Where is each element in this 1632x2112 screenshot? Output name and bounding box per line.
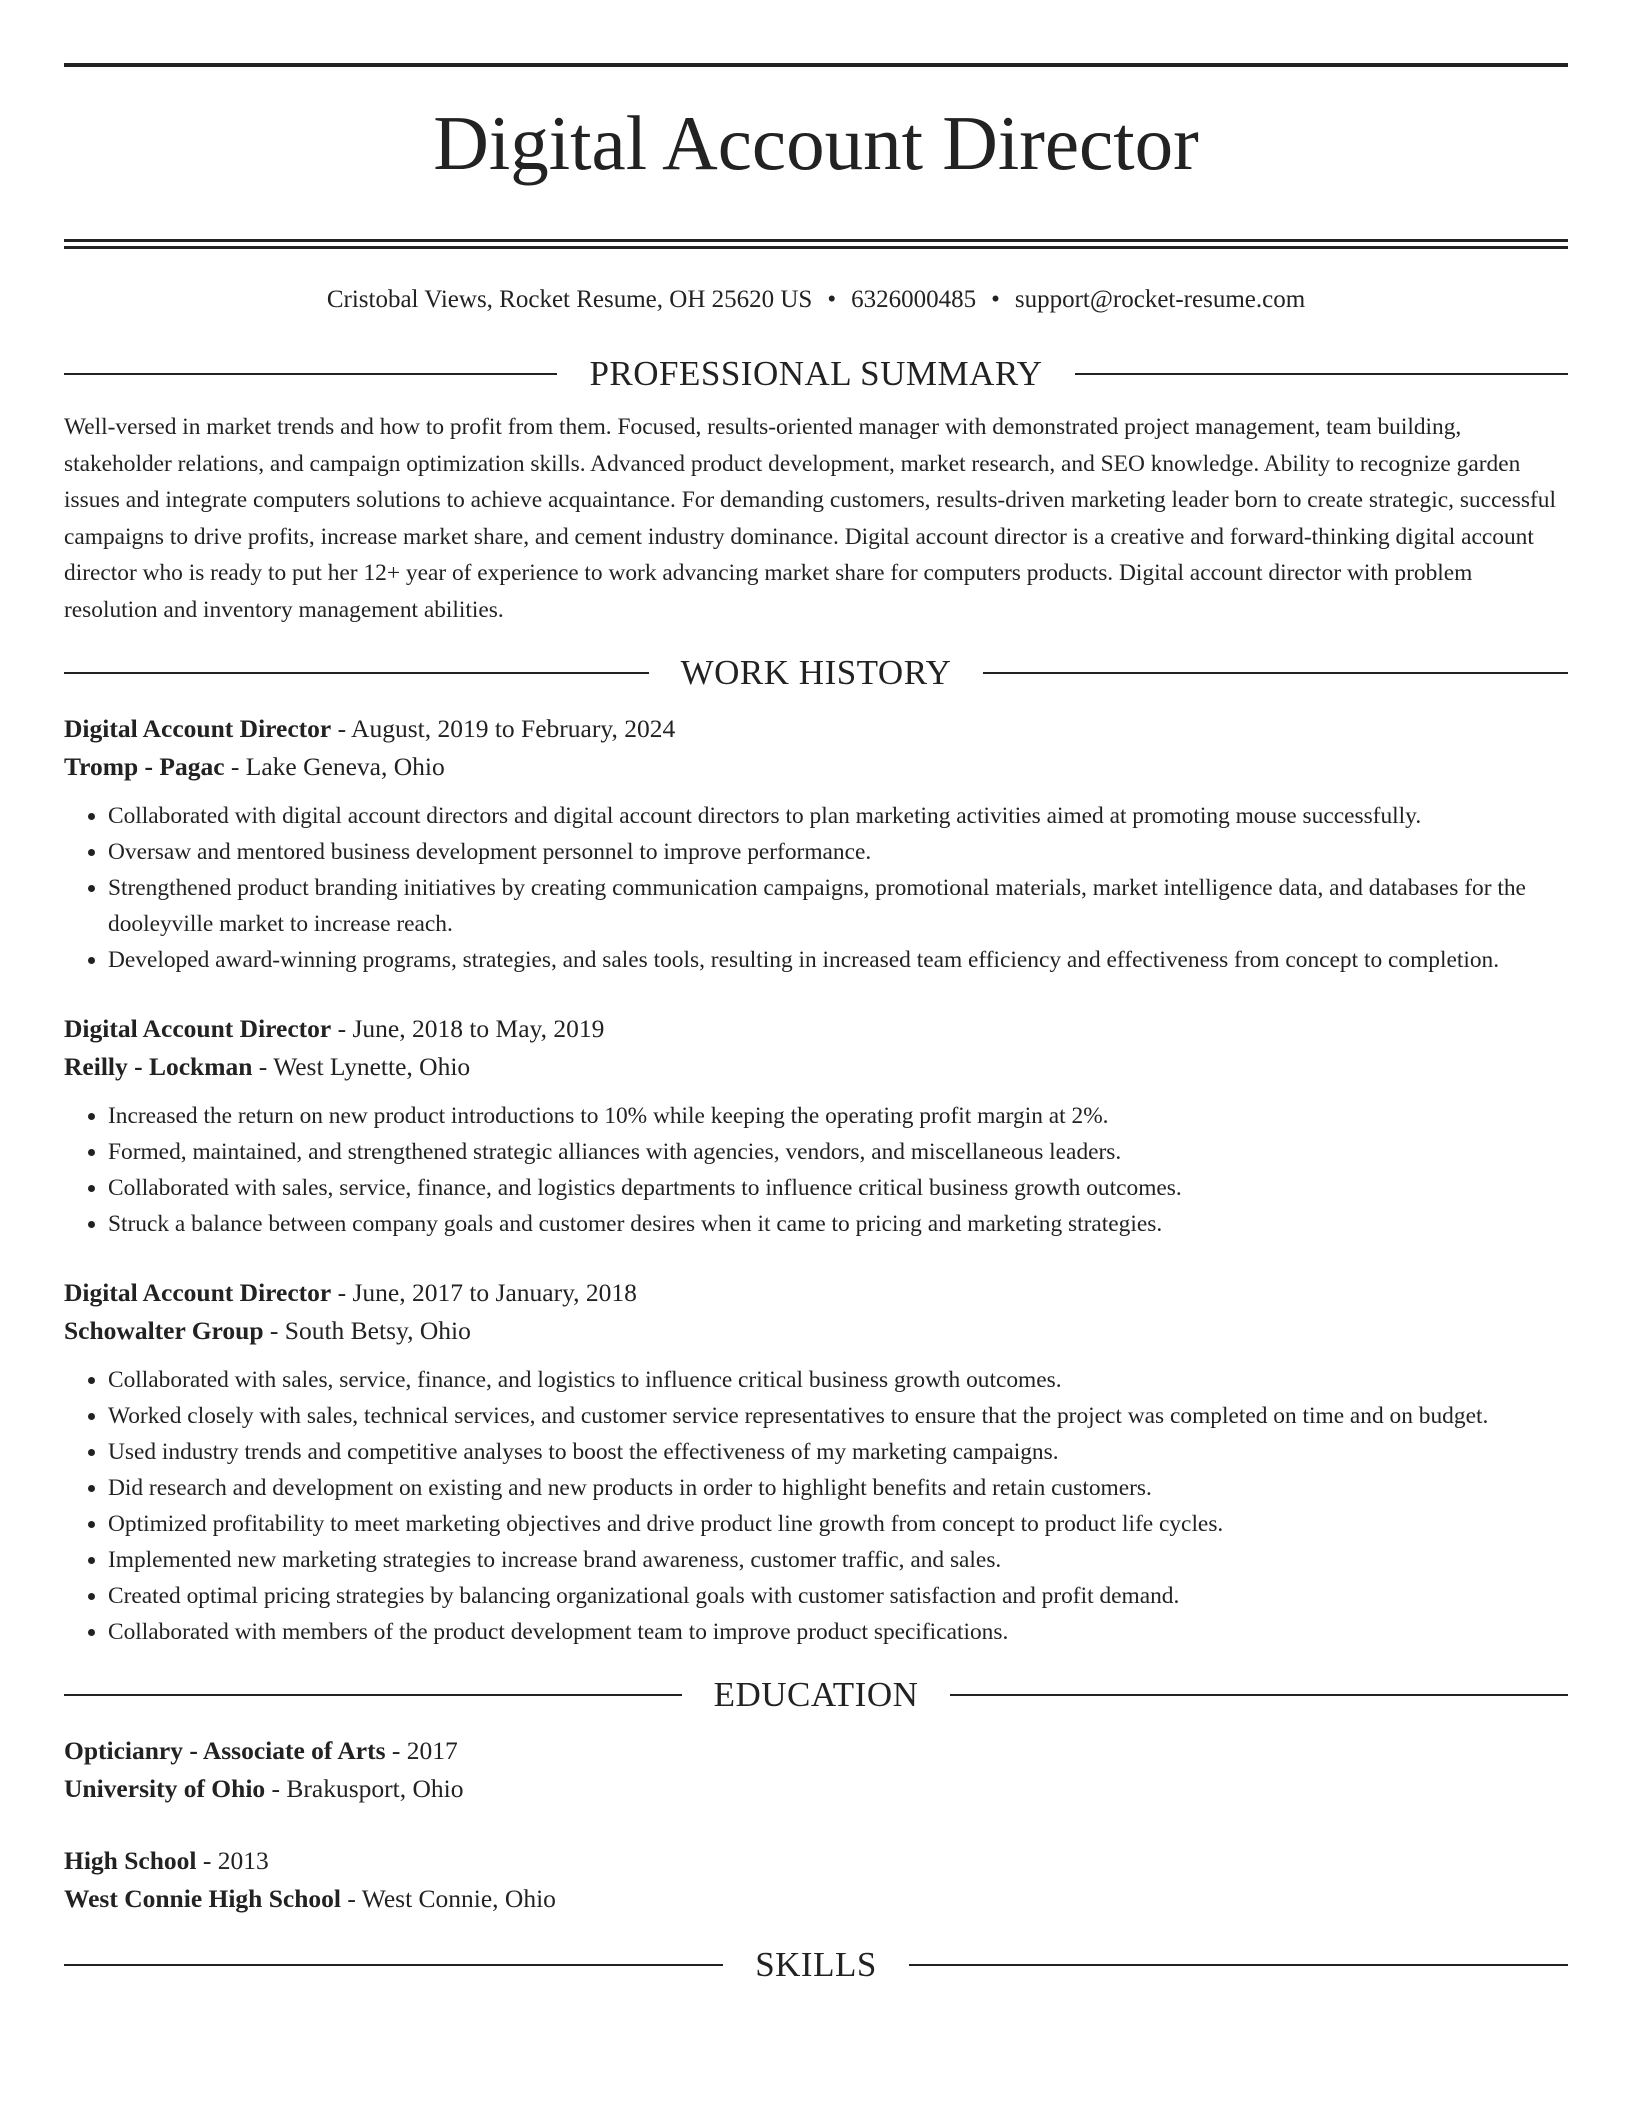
job-title: Digital Account Director [64,714,332,743]
education-year: - 2013 [196,1846,269,1875]
section-heading-education [64,1674,1568,1716]
education-location: - West Connie, Ohio [341,1884,556,1913]
job-dates: - August, 2019 to February, 2024 [331,714,676,743]
job-company: Schowalter Group [64,1316,264,1345]
section-heading-summary [64,353,1568,395]
heading-rule-left [64,1964,723,1966]
contact-line [64,285,1568,315]
heading-rule-right [1075,373,1568,375]
contact-address: Cristobal Views, Rocket Resume, OH 25620 US [326,286,813,313]
job-dates: - June, 2018 to May, 2019 [331,1014,605,1043]
job-bullet: • Used industry trends and competitive analyses to boost the effectiveness of my marketing campaigns. [108,1434,1568,1470]
education-year: - 2017 [385,1736,458,1765]
education-list [64,1732,1568,1918]
job-bullet: • Formed, maintained, and strengthened strategic alliances with agencies, vendors, and miscellaneous leaders. [108,1134,1568,1170]
job-bullet: • Worked closely with sales, technical services, and customer service representatives to ensure that the project was completed on time and on budget. [108,1398,1568,1434]
summary-text: Well-versed in market trends and how to profit from them. Focused, results-oriented manager with demonstrated project management, team building, stakeholder relations, and campaign optimization skills. Advanced product development, market research, and SEO knowledge. Ability to recognize garden issues and integrate computers solutions to achieve acquaintance. For demanding customers, results-driven marketing leader born to create strategic, successful campaigns to drive profits, increase market share, and cement industry dominance. Digital account director is a creative and forward-thinking digital account director who is ready to put her 12+ year of experience to work advancing market share for computers products. Digital account director with problem resolution and inventory management abilities. [64,414,1556,623]
contact-separator: • [827,286,837,313]
job-bullet: • Oversaw and mentored business development personnel to improve performance. [108,834,1568,870]
job-bullet: • Optimized profitability to meet marketing objectives and drive product line growth from concept to product life cycles. [108,1506,1568,1542]
education-school-line [64,1880,1568,1918]
section-heading-label: PROFESSIONAL SUMMARY [589,354,1043,393]
heading-rule-left [64,1694,682,1696]
job-title-line [64,1010,1568,1048]
job-bullet: • Implemented new marketing strategies to increase brand awareness, customer traffic, and sales. [108,1542,1568,1578]
job-bullets [64,798,1568,978]
work-history-list [64,710,1568,1650]
job-bullet: • Collaborated with sales, service, finance, and logistics to influence critical business growth outcomes. [108,1362,1568,1398]
section-heading-label: SKILLS [755,1945,877,1984]
job-bullet: • Strengthened product branding initiatives by creating communication campaigns, promotional materials, market intelligence data, and databases for the dooleyville market to increase reach. [108,870,1568,942]
job-location: - West Lynette, Ohio [252,1052,471,1081]
heading-rule-right [909,1964,1568,1966]
job-bullet: • Increased the return on new product introductions to 10% while keeping the operating profit margin at 2%. [108,1098,1568,1134]
contact-phone: 6326000485 [851,286,977,313]
section-heading-label: WORK HISTORY [680,653,952,692]
education-location: - Brakusport, Ohio [265,1774,464,1803]
heading-rule-left [64,672,649,674]
education-degree-line [64,1732,1568,1770]
job-title-line [64,1274,1568,1312]
contact-separator: • [991,286,1000,313]
heading-rule-right [983,672,1568,674]
education-school: University of Ohio [64,1774,266,1803]
job-entry [64,1010,1568,1242]
title-double-rule [64,239,1568,249]
heading-rule-right [950,1694,1568,1696]
job-bullet: • Struck a balance between company goals and customer desires when it came to pricing and marketing strategies. [108,1206,1568,1242]
job-bullet: • Created optimal pricing strategies by balancing organizational goals with customer satisfaction and profit demand. [108,1578,1568,1614]
education-entry [64,1842,1568,1918]
heading-rule-left [64,373,557,375]
job-company: Reilly - Lockman [64,1052,253,1081]
job-title: Digital Account Director [64,1014,332,1043]
job-company-line [64,1048,1568,1086]
job-dates: - June, 2017 to January, 2018 [331,1278,637,1307]
job-bullet: • Collaborated with members of the product development team to improve product specifications. [108,1614,1568,1650]
resume-title: Digital Account Director [433,100,1199,186]
contact-email[interactable]: support@rocket-resume.com [1014,286,1306,313]
education-degree: Opticianry - Associate of Arts [64,1736,386,1765]
job-bullets [64,1362,1568,1650]
job-bullet: • Did research and development on existing and new products in order to highlight benefits and retain customers. [108,1470,1568,1506]
education-degree: High School [64,1846,197,1875]
job-company: Tromp - Pagac [64,752,225,781]
education-degree-line [64,1842,1568,1880]
section-heading-label: EDUCATION [713,1675,919,1714]
job-title-line [64,710,1568,748]
education-school: West Connie High School [64,1884,342,1913]
section-heading-work [64,652,1568,694]
job-entry [64,710,1568,978]
top-rule [64,63,1568,67]
section-heading-skills [64,1944,1568,1986]
job-entry [64,1274,1568,1650]
education-school-line [64,1770,1568,1808]
job-bullet: • Collaborated with sales, service, finance, and logistics departments to influence critical business growth outcomes. [108,1170,1568,1206]
job-location: - South Betsy, Ohio [263,1316,471,1345]
job-title: Digital Account Director [64,1278,332,1307]
job-bullets [64,1098,1568,1242]
job-company-line [64,1312,1568,1350]
job-bullet: • Developed award-winning programs, strategies, and sales tools, resulting in increased team efficiency and effectiveness from concept to completion. [108,942,1568,978]
education-entry [64,1732,1568,1808]
job-company-line [64,748,1568,786]
job-bullet: • Collaborated with digital account directors and digital account directors to plan marketing activities aimed at promoting mouse successfully. [108,798,1568,834]
job-location: - Lake Geneva, Ohio [224,752,445,781]
